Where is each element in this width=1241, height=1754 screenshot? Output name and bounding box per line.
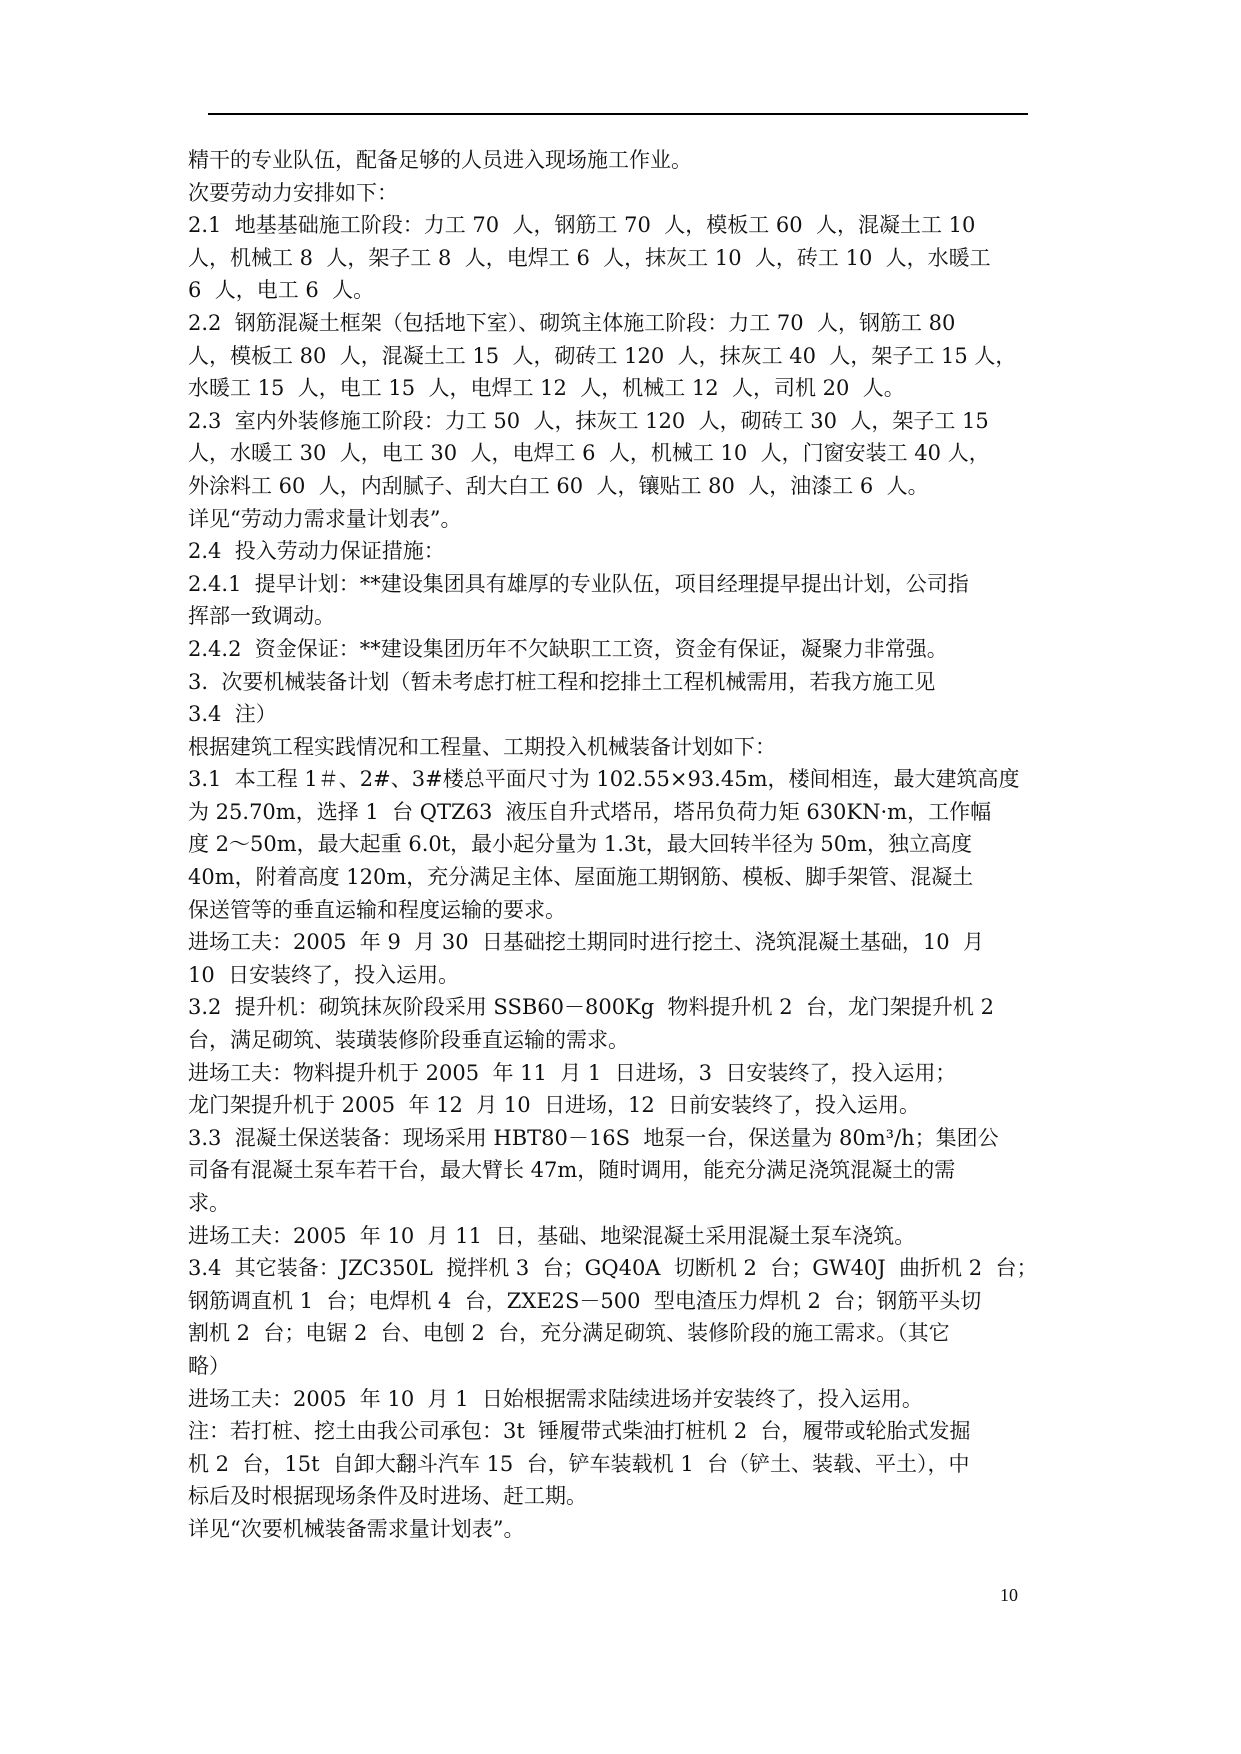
text-line: 进场工夫：物料提升机于 2005 年 11 月 1 日进场，3 日安装终了，投入运用； [188,1060,957,1085]
text-line: 为 25.70m，选择 1 台 QTZ63 液压自升式塔吊，塔吊负荷力矩 630KN·m，工作幅 [188,799,992,824]
text-line: 3.4 注） [188,702,277,727]
text-line: 2.2 钢筋混凝土框架（包括地下室）、砌筑主体施工阶段：力工 70 人，钢筋工 80 [188,310,956,335]
text-line: 2.4 投入劳动力保证措施： [188,539,445,564]
text-line: 水暖工 15 人，电工 15 人，电焊工 12 人，机械工 12 人，司机 20 人。 [188,376,905,401]
text-line: 保送管等的垂直运输和程度运输的要求。 [188,897,566,922]
text-line: 度 2～50m，最大起重 6.0t，最小起分量为 1.3t，最大回转半径为 50m，独立高度 [188,832,973,857]
text-line: 10 日安装终了，投入运用。 [188,962,460,987]
text-line: 略） [188,1353,230,1378]
text-line: 人，机械工 8 人，架子工 8 人，电焊工 6 人，抹灰工 10 人，砖工 10 人，水暖工 [188,245,991,270]
text-line: 进场工夫：2005 年 9 月 30 日基础挖土期同时进行挖土、浇筑混凝土基础，10 月 [188,930,984,955]
text-line: 进场工夫：2005 年 10 月 1 日始根据需求陆续进场并安装终了，投入运用。 [188,1386,923,1411]
text-line: 详见“次要机械装备需求量计划表”。 [188,1516,525,1541]
text-line: 钢筋调直机 1 台；电焊机 4 台，ZXE2S－500 型电渣压力焊机 2 台；钢筋平头切 [188,1288,982,1313]
text-line: 人，水暖工 30 人，电工 30 人，电焊工 6 人，机械工 10 人，门窗安装工 40 人， [188,441,990,466]
document-body [188,144,1068,1546]
text-line: 人，模板工 80 人，混凝土工 15 人，砌砖工 120 人，抹灰工 40 人，架子工 15 人， [188,343,1017,368]
text-line: 标后及时根据现场条件及时进场、赶工期。 [188,1484,587,1509]
header-rule [208,113,1028,115]
text-line: 挥部一致调动。 [188,604,335,629]
text-line: 求。 [188,1191,230,1215]
text-line: 2.4.1 提早计划：**建设集团具有雄厚的专业队伍，项目经理提早提出计划，公司指 [188,571,969,596]
text-line: 司备有混凝土泵车若干台，最大臂长 47m，随时调用，能充分满足浇筑混凝土的需 [188,1158,956,1183]
text-line: 2.3 室内外装修施工阶段：力工 50 人，抹灰工 120 人，砌砖工 30 人，架子工 15 [188,408,989,433]
text-line: 割机 2 台；电锯 2 台、电刨 2 台，充分满足砌筑、装修阶段的施工需求。（其它 [188,1321,950,1346]
text-line: 龙门架提升机于 2005 年 12 月 10 日进场，12 日前安装终了，投入运用。 [188,1093,921,1118]
text-line: 3.4 其它装备：JZC350L 搅拌机 3 台；GQ40A 切断机 2 台；GW40J 曲折机 2 台； [188,1256,1038,1281]
text-line: 注：若打桩、挖土由我公司承包：3t 锤履带式柴油打桩机 2 台，履带或轮胎式发掘 [188,1419,971,1444]
text-line: 次要劳动力安排如下： [188,180,398,205]
text-line: 进场工夫：2005 年 10 月 11 日，基础、地梁混凝土采用混凝土泵车浇筑。 [188,1223,916,1248]
text-line: 台，满足砌筑、装璜装修阶段垂直运输的需求。 [188,1028,629,1053]
text-line: 精干的专业队伍，配备足够的人员进入现场施工作业。 [188,148,692,172]
page-number: 10 [1000,1585,1018,1605]
text-line: 详见“劳动力需求量计划表”。 [188,506,462,531]
text-line: 3.1 本工程 1＃、2#、3#楼总平面尺寸为 102.55×93.45m，楼间相连，最大建筑高度 [188,767,1020,792]
text-line: 根据建筑工程实践情况和工程量、工期投入机械装备计划如下： [188,734,776,759]
text-line: 40m，附着高度 120m，充分满足主体、屋面施工期钢筋、模板、脚手架管、混凝土 [188,865,974,890]
text-line: 机 2 台，15t 自卸大翻斗汽车 15 台，铲车装载机 1 台（铲土、装载、平土），中 [188,1451,970,1476]
text-line: 3. 次要机械装备计划（暂未考虑打桩工程和挖排土工程机械需用，若我方施工见 [188,669,936,694]
text-line: 3.3 混凝土保送装备：现场采用 HBT80－16S 地泵一台，保送量为 80m³/h；集团公 [188,1125,999,1150]
text-line: 外涂料工 60 人，内刮腻子、刮大白工 60 人，镶贴工 80 人，油漆工 6 人。 [188,473,929,498]
text-line: 2.1 地基基础施工阶段：力工 70 人，钢筋工 70 人，模板工 60 人，混凝土工 10 [188,213,976,238]
text-line: 6 人，电工 6 人。 [188,278,375,303]
text-line: 3.2 提升机：砌筑抹灰阶段采用 SSB60－800Kg 物料提升机 2 台，龙门架提升机 2 [188,995,994,1020]
text-line: 2.4.2 资金保证：**建设集团历年不欠缺职工工资，资金有保证，凝聚力非常强。 [188,636,948,661]
